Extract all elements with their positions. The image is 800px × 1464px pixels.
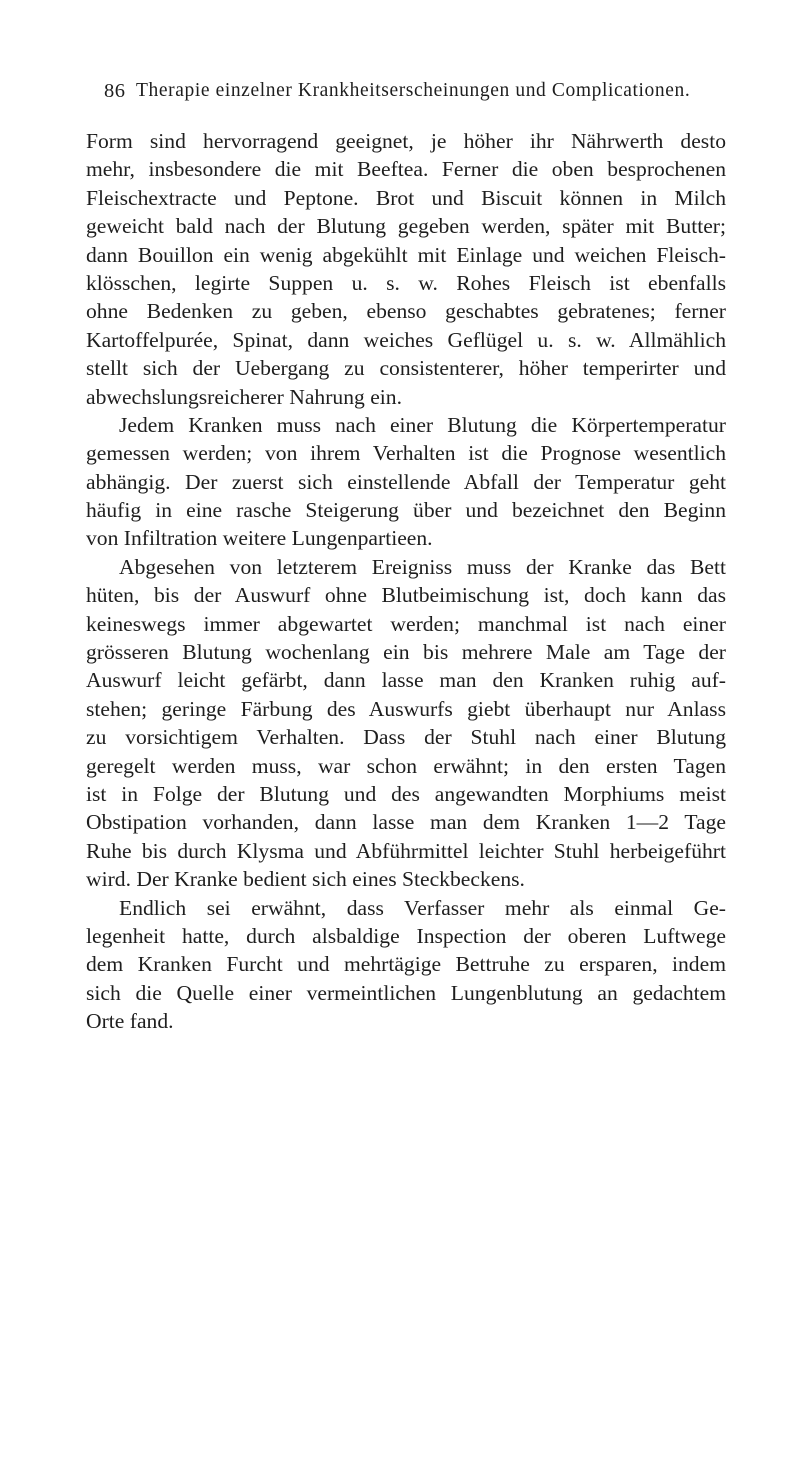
text-line: Form sind hervorragend geeignet, je höher ihr Nährwerth desto (86, 129, 726, 153)
text-line: geweicht bald nach der Blutung gegeben werden, später mit Butter; (86, 214, 726, 239)
text-line: abwechslungsreicherer Nahrung ein. (86, 384, 402, 409)
text-line: Fleischextracte und Peptone. Brot und Biscuit können in Milch (86, 185, 726, 210)
text-line: hüten, bis der Auswurf ohne Blutbeimischung ist, doch kann das (86, 583, 726, 608)
running-head: Therapie einzelner Krankheitserscheinungen und Complicationen. (136, 80, 691, 101)
text-line: abhängig. Der zuerst sich einstellende Abfall der Temperatur geht (86, 469, 726, 494)
page-number: 86 (104, 80, 126, 102)
text-line: sich die Quelle einer vermeintlichen Lungenblutung an gedachtem (86, 980, 726, 1005)
text-line: legenheit hatte, durch alsbaldige Inspection der oberen Luftwege (86, 923, 726, 948)
text-line: Orte fand. (86, 1009, 174, 1034)
text-line: Obstipation vorhanden, dann lasse man dem Kranken 1—2 Tage (86, 810, 726, 835)
text-line: klösschen, legirte Suppen u. s. w. Rohes Fleisch ist ebenfalls (86, 270, 726, 295)
text-line: mehr, insbesondere die mit Beeftea. Ferner die oben besprochenen (86, 157, 726, 182)
text-line: keineswegs immer abgewartet werden; manchmal ist nach einer (86, 611, 726, 636)
text-line: Abgesehen von letzterem Ereigniss muss der Kranke das Bett (119, 554, 726, 579)
text-line: Jedem Kranken muss nach einer Blutung die Körpertemperatur (119, 412, 726, 437)
text-line: ist in Folge der Blutung und des angewandten Morphiums meist (86, 781, 726, 806)
text-line: dann Bouillon ein wenig abgekühlt mit Einlage und weichen Fleisch- (86, 242, 726, 267)
text-line: häufig in eine rasche Steigerung über und bezeichnet den Beginn (86, 498, 726, 523)
text-line: Ruhe bis durch Klysma und Abführmittel leichter Stuhl herbeigeführt (86, 838, 726, 863)
text-line: wird. Der Kranke bedient sich eines Steckbeckens. (86, 867, 525, 892)
paragraph (86, 553, 726, 894)
text-line: Auswurf leicht gefärbt, dann lasse man den Kranken ruhig auf- (86, 668, 726, 693)
text-line: gemessen werden; von ihrem Verhalten ist die Prognose wesentlich (86, 441, 726, 466)
text-line: stehen; geringe Färbung des Auswurfs giebt überhaupt nur Anlass (86, 696, 726, 721)
text-line: Kartoffelpurée, Spinat, dann weiches Geflügel u. s. w. Allmählich (86, 327, 726, 352)
text-line: geregelt werden muss, war schon erwähnt; in den ersten Tagen (86, 753, 726, 778)
body-text (86, 127, 726, 1036)
page-header (104, 80, 714, 112)
paragraph (86, 411, 726, 553)
text-line: dem Kranken Furcht und mehrtägige Bettruhe zu ersparen, indem (86, 952, 726, 977)
text-line: grösseren Blutung wochenlang ein bis mehrere Male am Tage der (86, 640, 726, 665)
text-line: Endlich sei erwähnt, dass Verfasser mehr als einmal Ge- (119, 895, 726, 920)
text-line: zu vorsichtigem Verhalten. Dass der Stuhl nach einer Blutung (86, 725, 726, 750)
text-line: von Infiltration weitere Lungenpartieen. (86, 526, 433, 551)
text-line: ohne Bedenken zu geben, ebenso geschabtes gebratenes; ferner (86, 299, 726, 324)
text-line: stellt sich der Uebergang zu consistenterer, höher temperirter und (86, 356, 726, 381)
paragraph (86, 894, 726, 1036)
paragraph (86, 127, 726, 411)
